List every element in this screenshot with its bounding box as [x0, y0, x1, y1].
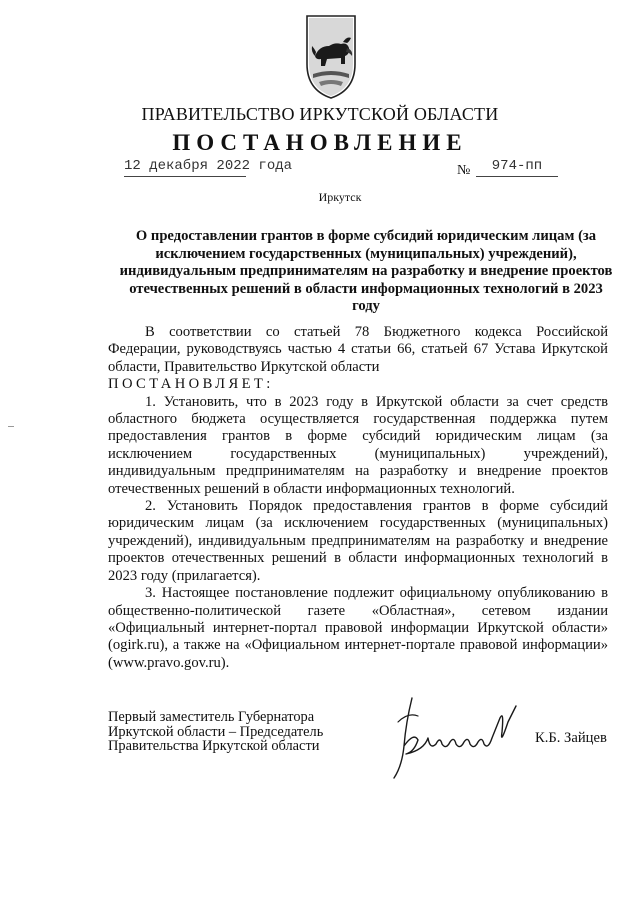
- document-number: 974-пп: [476, 158, 558, 177]
- signatory-position-line: Первый заместитель Губернатора: [108, 709, 315, 725]
- item-paragraph-1: 1. Установить, что в 2023 году в Иркутской области за счет средств областного бюджета осуществляется государственная поддержка путем предоставления грантов в форме субсидий юридическим лицам (за исключением государственных (муниципальных) учреждений), индивидуальным предпринимателям на разработку и внедрение проектов отечественных решений в области информационных технологий.: [108, 393, 608, 497]
- item-paragraph-2: 2. Установить Порядок предоставления грантов в форме субсидий юридическим лицам (за исключением государственных (муниципальных) учреждений), индивидуальным предпринимателям на разработку и внедрение проектов отечественных решений в области информационных технологий в 2023 году (прилагается).: [108, 498, 608, 584]
- margin-mark: [8, 426, 14, 427]
- signatory-position: [108, 710, 323, 754]
- item-paragraph-3: 3. Настоящее постановление подлежит официальному опубликованию в общественно-политической газете «Областная», сетевом издании «Официальный интернет-портал правовой информации Иркутской области» (ogirk.ru), а также на «Официальном интернет-портале правовой информации» (www.pravo.gov.ru).: [108, 585, 608, 671]
- handwritten-signature: [384, 692, 524, 784]
- preamble-paragraph: В соответствии со статьей 78 Бюджетного кодекса Российской Федерации, руководствуясь частью 4 статьи 66, статьей 67 Устава Иркутской области, Правительство Иркутской области: [108, 324, 608, 375]
- signatory-position-line: Иркутской области – Председатель: [108, 723, 324, 740]
- document-type-title: ПОСТАНОВЛЕНИЕ: [172, 130, 468, 155]
- city-name: Иркутск: [318, 190, 362, 204]
- number-sign: №: [457, 163, 471, 178]
- government-title: ПРАВИТЕЛЬСТВО ИРКУТСКОЙ ОБЛАСТИ: [141, 104, 499, 124]
- resolves-label: ПОСТАНОВЛЯЕТ:: [108, 376, 274, 393]
- signatory-name: К.Б. Зайцев: [535, 730, 607, 746]
- resolution-heading: О предоставлении грантов в форме субсидий юридическим лицам (за исключением государственных (муниципальных) учреждений), индивидуальным предпринимателям на разработку и внедрение проектов отечественных решений в области информационных технологий в 2023 году: [119, 228, 613, 314]
- document-date: 12 декабря 2022 года: [124, 158, 246, 177]
- irkutsk-coat-of-arms-icon: [303, 12, 359, 100]
- signatory-position-line: Правительства Иркутской области: [108, 738, 320, 755]
- resolution-body: [108, 324, 608, 672]
